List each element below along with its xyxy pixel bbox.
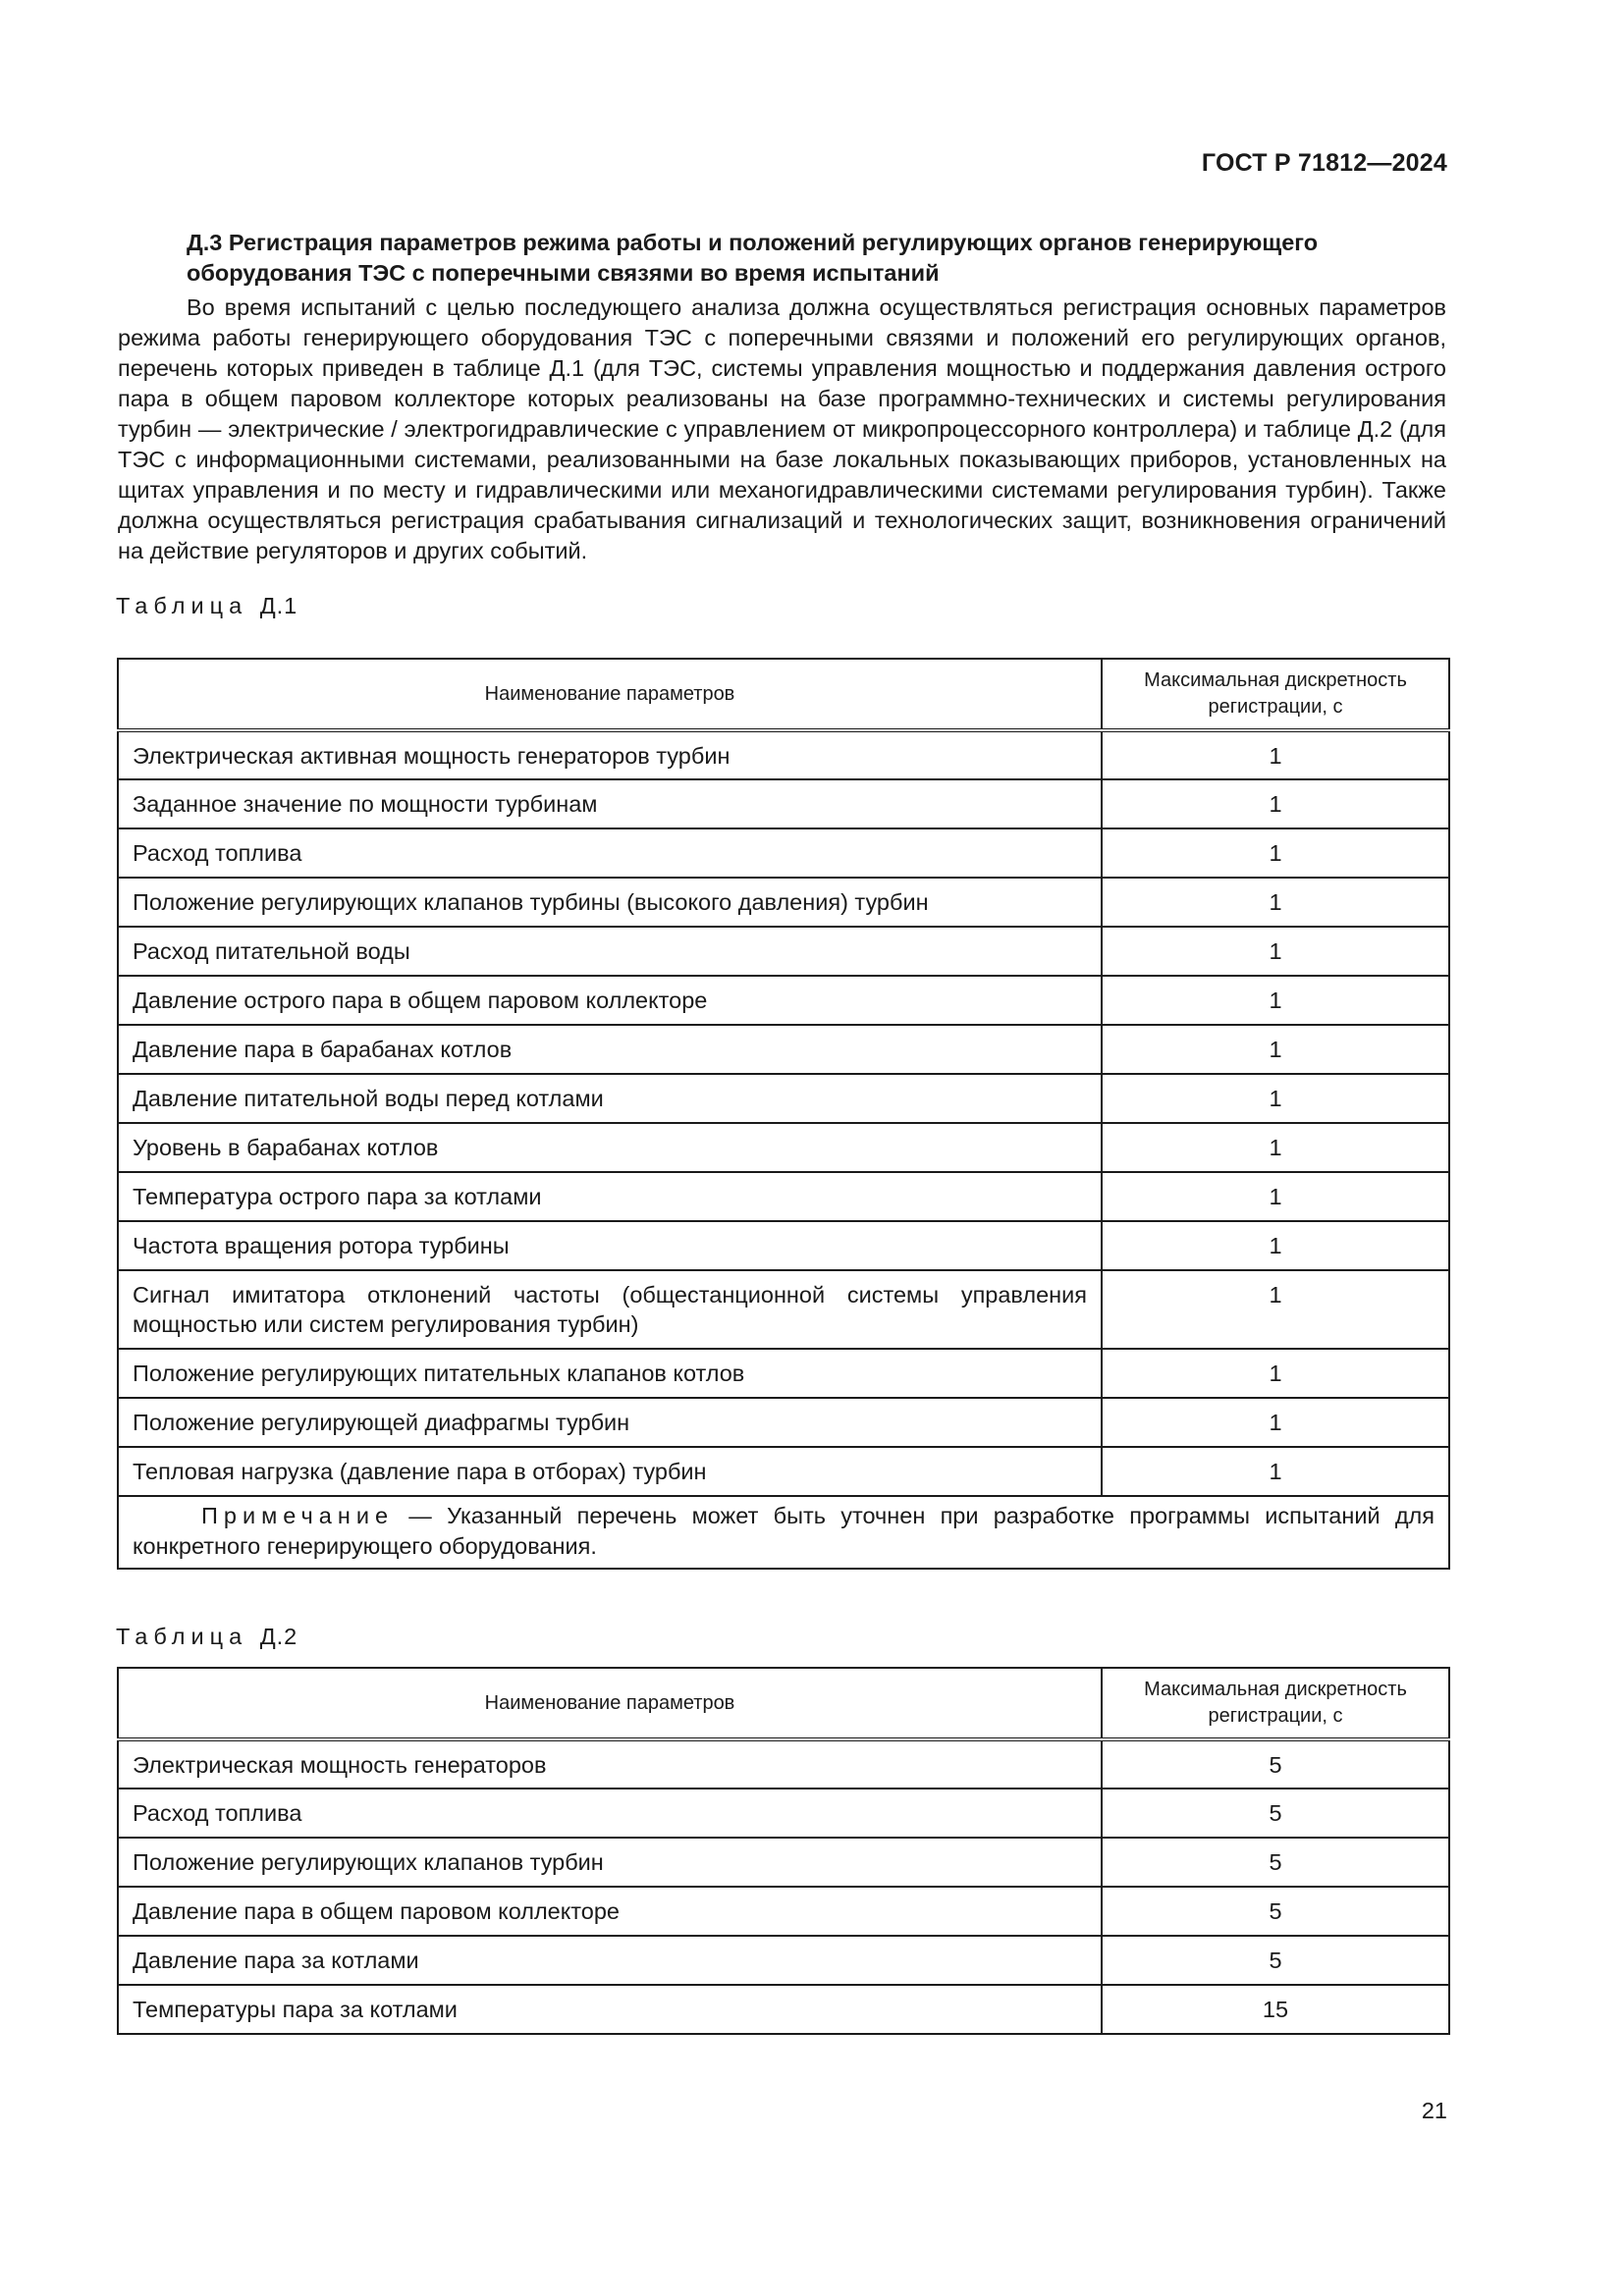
param-name: Электрическая мощность генераторов	[118, 1739, 1102, 1789]
param-name: Давление пара в общем паровом коллекторе	[118, 1887, 1102, 1936]
table-note	[118, 1496, 1449, 1569]
param-value: 15	[1102, 1985, 1449, 2034]
table-row	[118, 878, 1449, 927]
param-name: Расход топлива	[118, 1789, 1102, 1838]
param-value: 1	[1102, 1398, 1449, 1447]
table-row	[118, 1221, 1449, 1270]
table-row	[118, 1172, 1449, 1221]
table-row	[118, 828, 1449, 878]
param-name: Давление пара за котлами	[118, 1936, 1102, 1985]
param-name: Давление пара в барабанах котлов	[118, 1025, 1102, 1074]
note-label: Примечание	[201, 1503, 395, 1528]
param-name: Положение регулирующих клапанов турбин	[118, 1838, 1102, 1887]
param-name: Давление питательной воды перед котлами	[118, 1074, 1102, 1123]
param-value: 1	[1102, 1349, 1449, 1398]
section-paragraph: Во время испытаний с целью последующего анализа должна осуществляться регистрация основных параметров режима работы генерирующего оборудования ТЭС с поперечными связями и положений его регулирующих органов, перечень которых приведен в таблице Д.1 (для ТЭС, системы управления мощностью и поддержания давления острого пара в общем паровом коллекторе которых реализованы на базе программно-технических и системы регулирования турбин — электрические / электрогидравлические с управлением от микропроцессорного контроллера) и таблице Д.2 (для ТЭС с информационными системами, реализованными на базе локальных показывающих приборов, установленных на щитах управления и по месту и гидравлическими или механогидравлическими системами регулирования турбин). Также должна осуществляться регистрация срабатывания сигнализаций и технологических защит, возникновения ограничений на действие регуляторов и других событий.	[118, 294, 1446, 563]
param-name: Температура острого пара за котлами	[118, 1172, 1102, 1221]
param-value: 1	[1102, 828, 1449, 878]
param-value: 1	[1102, 1074, 1449, 1123]
param-value: 5	[1102, 1936, 1449, 1985]
table-row	[118, 927, 1449, 976]
table-d1	[117, 658, 1450, 1570]
param-value: 1	[1102, 730, 1449, 779]
param-name: Уровень в барабанах котлов	[118, 1123, 1102, 1172]
table1-caption	[116, 593, 298, 619]
standard-designation: ГОСТ Р 71812—2024	[1201, 149, 1447, 177]
param-name: Сигнал имитатора отклонений частоты (общестанционной системы управления мощностью или систем регулирования турбин)	[118, 1270, 1102, 1349]
param-name: Положение регулирующих питательных клапанов котлов	[118, 1349, 1102, 1398]
param-value: 1	[1102, 1025, 1449, 1074]
param-name: Давление острого пара в общем паровом коллекторе	[118, 976, 1102, 1025]
param-value: 1	[1102, 878, 1449, 927]
table-row	[118, 1025, 1449, 1074]
table-row	[118, 976, 1449, 1025]
table-row	[118, 1398, 1449, 1447]
table2-caption-number: Д.2	[259, 1624, 298, 1649]
column-header-discreteness: Максимальная дискретность регистрации, с	[1102, 1668, 1449, 1739]
column-header-discreteness: Максимальная дискретность регистрации, с	[1102, 659, 1449, 730]
table-row	[118, 1838, 1449, 1887]
column-header-name: Наименование параметров	[118, 659, 1102, 730]
param-name: Заданное значение по мощности турбинам	[118, 779, 1102, 828]
param-value: 5	[1102, 1789, 1449, 1838]
param-value: 1	[1102, 1221, 1449, 1270]
param-name: Положение регулирующей диафрагмы турбин	[118, 1398, 1102, 1447]
table-header-row	[118, 1668, 1449, 1739]
param-name: Электрическая активная мощность генераторов турбин	[118, 730, 1102, 779]
param-name: Температуры пара за котлами	[118, 1985, 1102, 2034]
table-row	[118, 730, 1449, 779]
table1-caption-word: Таблица	[116, 593, 248, 618]
param-value: 5	[1102, 1838, 1449, 1887]
param-name: Тепловая нагрузка (давление пара в отборах) турбин	[118, 1447, 1102, 1496]
table-row	[118, 1123, 1449, 1172]
table-row	[118, 1789, 1449, 1838]
table-row	[118, 1739, 1449, 1789]
param-value: 1	[1102, 1447, 1449, 1496]
page-number: 21	[1421, 2098, 1447, 2123]
param-value: 1	[1102, 976, 1449, 1025]
param-value: 1	[1102, 1172, 1449, 1221]
param-name: Расход топлива	[118, 828, 1102, 878]
param-name: Положение регулирующих клапанов турбины (высокого давления) турбин	[118, 878, 1102, 927]
table-row	[118, 1074, 1449, 1123]
param-value: 5	[1102, 1887, 1449, 1936]
table-row	[118, 1447, 1449, 1496]
table-note-row	[118, 1496, 1449, 1569]
param-value: 1	[1102, 1123, 1449, 1172]
table-row	[118, 1985, 1449, 2034]
table-header-row	[118, 659, 1449, 730]
table-row	[118, 1887, 1449, 1936]
table-row	[118, 779, 1449, 828]
table-d2	[117, 1667, 1450, 2035]
param-value: 1	[1102, 779, 1449, 828]
note-text: — Указанный перечень может быть уточнен при разработке программы испытаний для конкретного генерирующего оборудования.	[133, 1503, 1435, 1559]
param-value: 1	[1102, 927, 1449, 976]
table-row	[118, 1270, 1449, 1349]
section-title: Д.3 Регистрация параметров режима работы и положений регулирующих органов генерирующего оборудования ТЭС с поперечными связями во время испытаний	[187, 230, 1319, 286]
param-value: 5	[1102, 1739, 1449, 1789]
table-row	[118, 1936, 1449, 1985]
table1-caption-number: Д.1	[259, 593, 298, 618]
column-header-name: Наименование параметров	[118, 1668, 1102, 1739]
table2-caption-word: Таблица	[116, 1624, 248, 1649]
table-row	[118, 1349, 1449, 1398]
param-value: 1	[1102, 1270, 1449, 1349]
param-name: Расход питательной воды	[118, 927, 1102, 976]
table2-caption	[116, 1624, 298, 1650]
param-name: Частота вращения ротора турбины	[118, 1221, 1102, 1270]
